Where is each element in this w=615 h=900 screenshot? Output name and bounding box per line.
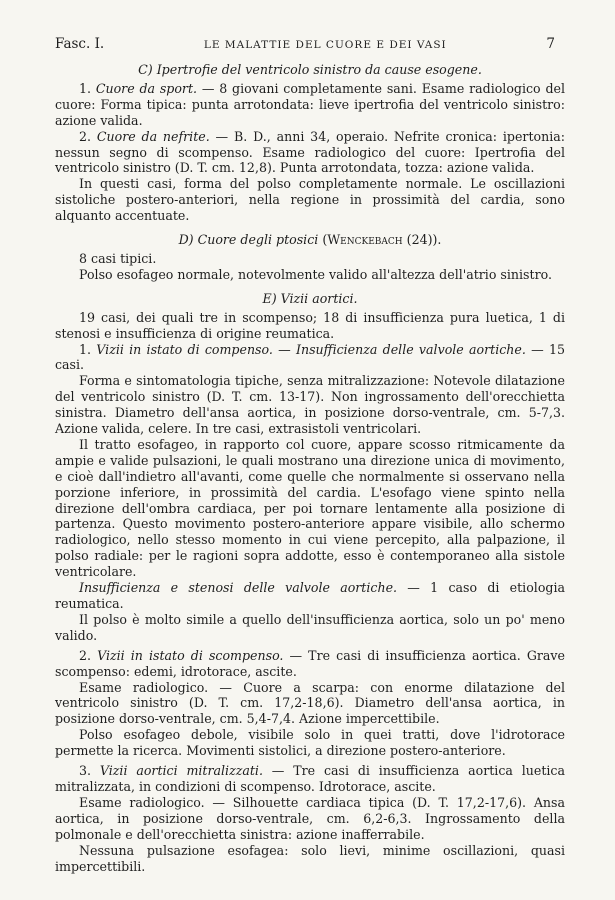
paragraph: Il polso è molto simile a quello dell'insufficienza aortica, solo un po' meno valido. <box>55 611 565 643</box>
section-c-heading: C) Ipertrofie del ventricolo sinistro da cause esogene. <box>138 62 482 77</box>
page-number: 7 <box>546 36 555 52</box>
paragraph: 2. Cuore da nefrite. — B. D., anni 34, operaio. Nefrite cronica: ipertonia: nessun segno di scompenso. Esame radiologico del cuore: Ipertrofia del ventricolo sinistro (D. T. cm. 12,8). Punta arrotondata, tozza: azione valida. <box>55 128 565 176</box>
section-e-heading: E) Vizii aortici. <box>262 290 358 306</box>
paragraph: Nessuna pulsazione esofagea: solo lievi, minime oscillazioni, quasi impercettibili. <box>55 842 565 874</box>
paragraph: Polso esofageo normale, notevolmente valido all'altezza dell'atrio sinistro. <box>79 266 552 282</box>
article-body <box>55 62 565 874</box>
case-label: Vizii aortici mitralizzati. <box>99 763 263 779</box>
fascicle-label: Fasc. I. <box>55 36 105 52</box>
paragraph: Insufficienza e stenosi delle valvole aortiche. — 1 caso di etiologia reumatica. <box>55 580 566 611</box>
running-title: LE MALATTIE DEL CUORE E DEI VASI <box>203 39 447 51</box>
paragraph: Esame radiologico. — Cuore a scarpa: con enorme dilatazione del ventricolo sinistro (D. T. cm. 17,2-18,6). Diametro dell'ansa aortica, in posizione dorso-ventrale, cm. 5,4-7,4. Azione impercettibile. <box>55 679 565 727</box>
paragraph: 3. Vizii aortici mitralizzati. — Tre casi di insufficienza aortica luetica mitralizzata, in condizioni di scompenso. Idrotorace, ascite. <box>55 763 565 794</box>
paragraph: 2. Vizii in istato di scompenso. — Tre casi di insufficienza aortica. Grave scompenso: edemi, idrotorace, ascite. <box>55 647 565 679</box>
paragraph: 1. Vizii in istato di compenso. — Insufficienza delle valvole aortiche. — 15 casi. <box>55 341 565 373</box>
paragraph: Polso esofageo debole, visibile solo in quei tratti, dove l'idrotorace permette la ricerca. Movimenti sistolici, a direzione postero-anteriore. <box>55 727 565 759</box>
case-label: Cuore da sport. <box>95 80 198 96</box>
case-label: Insufficienza e stenosi delle valvole aortiche. <box>79 580 398 596</box>
paragraph: 1. Cuore da sport. — 8 giovani completamente sani. Esame radiologico del cuore: Forma tipica: punta arrotondata: lieve ipertrofia del ventricolo sinistro: azione valida. <box>55 80 565 128</box>
section-d-heading: D) Cuore degli ptosici (Wenckebach (24)). <box>178 232 442 248</box>
paragraph: In questi casi, forma del polso completamente normale. Le oscillazioni sistoliche postero-anteriori, nella regione in prossimità del cardia, sono alquanto accentuate. <box>55 176 565 224</box>
paragraph: Forma e sintomatologia tipiche, senza mitralizzazione: Notevole dilatazione del ventricolo sinistro (D. T. cm. 13-17). Non ingrossamento dell'orecchietta sinistra. Diametro dell'ansa aortica, in posizione dorso-ventrale, cm. 5-7,3. Azione valida, celere. In tre casi, extrasistoli ventricolari. <box>55 373 565 437</box>
case-label: Vizii in istato di scompenso. <box>97 647 284 663</box>
paragraph: Esame radiologico. — Silhouette cardiaca tipica (D. T. 17,2-17,6). Ansa aortica, in posizione dorso-ventrale, cm. 6,2-6,3. Ingrossamento della polmonale e dell'orecchietta sinistra: azione inafferrabile. <box>55 794 565 842</box>
case-label: Cuore da nefrite. <box>96 128 210 144</box>
paragraph: 8 casi tipici. <box>79 250 157 266</box>
running-header <box>55 36 555 52</box>
paragraph: Il tratto esofageo, in rapporto col cuore, appare scosso ritmicamente da ampie e valide pulsazioni, le quali mostrano una direzione unica di movimento, e cioè dall'indietro all'avanti, come quelle che normalmente si osservano nella porzione inferiore, in prossimità del cardia. L'esofago viene spinto nella direzione dell'ombra cardiaca, per poi tornare lentamente alla posizione di partenza. Questo movimento postero-anteriore appare visibile, allo schermo radiologico, nello stesso momento in cui viene percepito, alla palpazione, il polso radiale: per le ragioni sopra addotte, esso è contemporaneo alla sistole ventricolare. <box>55 436 565 580</box>
paragraph: 19 casi, dei quali tre in scompenso; 18 di insufficienza pura luetica, 1 di stenosi e insufficienza di origine reumatica. <box>55 309 565 341</box>
case-label: Vizii in istato di compenso. — Insufficienza delle valvole aortiche. <box>96 341 526 357</box>
